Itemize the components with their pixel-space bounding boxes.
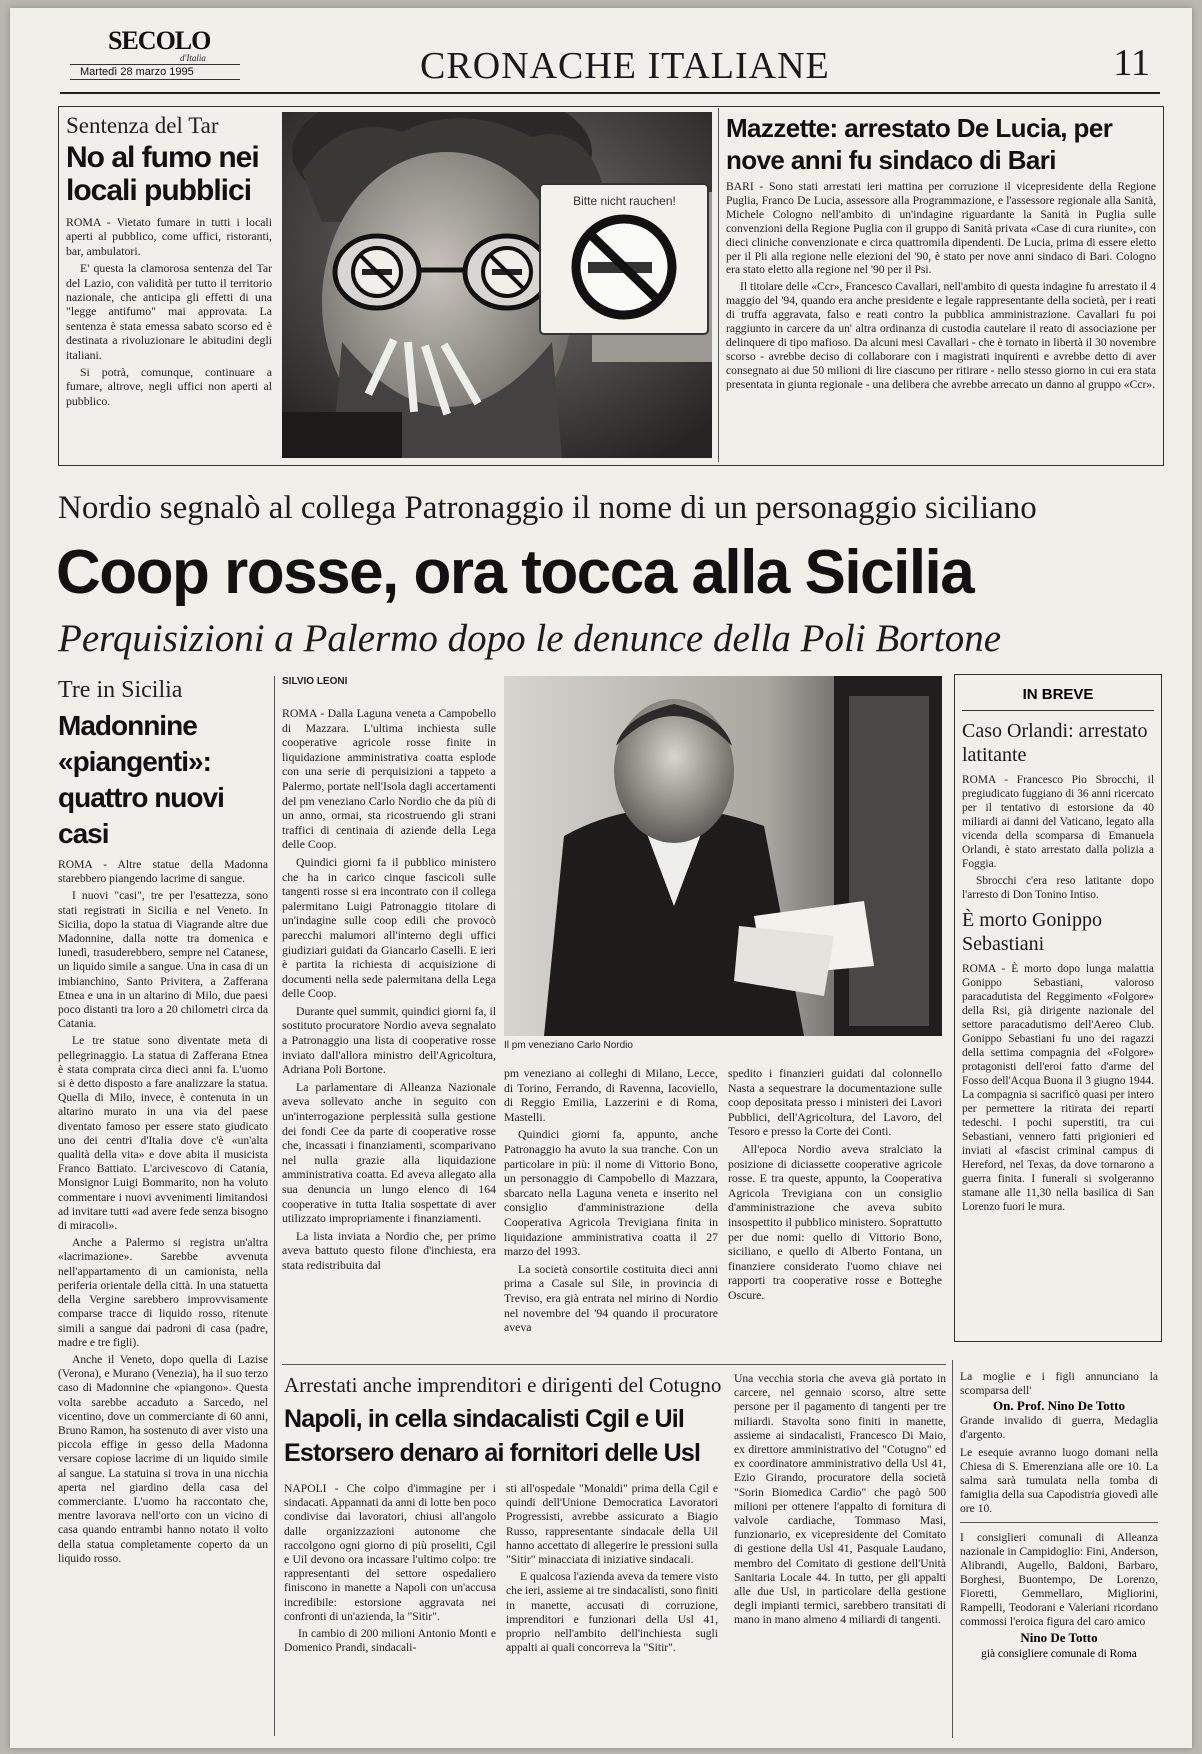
tar-paragraph: Si potrà, comunque, continuare a fumare, altrove, negli uffici non aperti al pubblico. <box>66 365 272 408</box>
madonnine-body <box>58 858 268 1566</box>
mazzette-body <box>726 180 1156 392</box>
mazzette-paragraph: BARI - Sono stati arrestati ieri mattina per corruzione il vicepresidente della Regione Puglia, Franco De Lucia, assessore alla Programmazione, e l'assessore regionale alla Sanità, Michele Cologno nell'ambito di un'indagine riguardante la Sanità in Puglia sulle convenzioni della Regione Puglia con il gruppo di Sanità privata «Case di cura riunite», con dieci cliniche convenzionate e circa quattromila dipendenti. De Lucia, prima di essere eletto per il Pli alla regione nelle elezioni del '90, è stato per nove anni sindaco di Bari. Cologno era stato eletto alla regione nel '90 per il Psi. <box>726 180 1156 277</box>
madonnine-headline: Madonnine «piangenti»: quattro nuovi casi <box>58 710 224 849</box>
tar-body <box>66 215 272 408</box>
madonnine-paragraph: ROMA - Altre statue della Madonna starebbero piangendo lacrime di sangue. <box>58 858 268 886</box>
obituary-text: Le esequie avranno luogo domani nella Chiesa di S. Emerenziana alle ore 10. La salma sarà tumulata nella tomba di famiglia della sua Capodistria giovedì alle ore 10. <box>960 1446 1158 1523</box>
masthead-logo <box>70 28 240 84</box>
tar-column <box>66 112 272 458</box>
tar-kicker: Sentenza del Tar <box>66 113 219 138</box>
main-col3 <box>728 1066 942 1356</box>
madonnine-paragraph: Anche il Veneto, dopo quella di Lazise (Verona), e Murano (Venezia), ha il suo terzo caso di Madonnine che «piangono». Questa volta sarebbe accaduto a Sarcedo, nel vicentino, dove un commerciante di 60 anni, Bruno Ramon, ha sostenuto di aver visto una piccola effige in gesso della Madonna versare copiose lacrime di un liquido simile al sangue. La statuina si trova in una nicchia aperta nel giardino della casa del commerciante. L'uomo ha raccontato che, mentre lavorava nell'orto con un vicino di casa quando entrambi hanno notato il volto della statua completamente coperto da un liquido rosso. <box>58 1352 268 1565</box>
napoli-col2 <box>506 1482 718 1740</box>
masthead-rule <box>60 92 1160 94</box>
obituary-intro: La moglie e i figli annunciano la scomparsa dell' <box>960 1370 1158 1397</box>
nordio-photo <box>504 676 942 1036</box>
main-paragraph: spedito i finanzieri guidati dal colonnello Nasta a sequestrare la documentazione sulle coop depositata presso i ministeri dei Lavori Pubblici, dell'Agricoltura, del Lavoro, del Tesoro e presso la Corte dei Conti. <box>728 1066 942 1139</box>
main-col1 <box>282 706 496 1356</box>
paper-name: SECOLO <box>108 28 211 55</box>
obituary-text: I consiglieri comunali di Alleanza nazionale in Campidoglio: Fini, Anderson, Alibrandi, Augello, Baldoni, Barbaro, Borghesi, Buontempo, De Lorenzo, Fioretti, Gemmellaro, Migliorini, Rampelli, Teodorani e Valeriani ricordano commossi l'eroica figura del caro amico <box>960 1531 1158 1628</box>
main-kicker: Nordio segnalò al collega Patronaggio il nome di un personaggio siciliano <box>58 490 1037 526</box>
page-number: 11 <box>1113 42 1150 84</box>
in-breve-headline: È morto Gonippo Sebastiani <box>962 909 1102 955</box>
no-smoking-icon <box>483 248 531 296</box>
mazzette-article <box>726 112 1156 460</box>
nordio-portrait <box>504 676 942 1036</box>
mazzette-paragraph: Il titolare delle «Ccr», Francesco Cavallari, nell'ambito di questa indagine fu arrestato il 4 maggio del '94, quando era anche presidente e legale rappresentante della società, per i reati di truffa aggravata, falso e reati contro la pubblica amministrazione. Cavallari fu poi raggiunto in carcere da un' altra ordinanza di custodia cautelare il reato di associazione per delinquere di tipo mafioso. Da alcuni mesi Cavallari - che è tornato in libertà il 30 novembre scorso - avrebbe deciso di collaborare con i magistrati inquirenti e avrebbe detto di aver consegnato ai due 50 milioni di lire ciascuno per ritirare - nello stesso giorno in cui era stata presentata in giunta regionale - una delibera che avrebbe arrecato un danno al gruppo «Ccr». <box>726 280 1156 391</box>
madonnine-paragraph: I nuovi "casi", tre per l'esattezza, sono stati registrati in Sicilia e nel Veneto. In Sicilia, dopo la statua di Viagrande altre due Madonnine, dalla notte tra domenica e lunedì, trasuderebbero, sempre nel Catanese, un liquido simile a sangue. Una in casa di un imbianchino, Santo Privitera, a Zafferana Etnea e una in un altarino di Milo, due paesi poco distanti tra loro a 20 chilometri circa da Catania. <box>58 889 268 1031</box>
napoli-paragraph: NAPOLI - Che colpo d'immagine per i sindacati. Appannati da anni di lotte ben poco condivise dai lavoratori, chiusi all'angolo dalle organizzazioni autonome che raccolgono ogni giorno di più proseliti, Cgil e Uil devono ora incassare l'ultimo colpo: tre rappresentanti del settore ospedaliero finiscono in manette a Napoli con un'accusa incredibile: estorsione aggravata nei confronti di un'azienda, la "Sitir". <box>284 1482 496 1623</box>
photo-sign-text: Bitte nicht rauchen! <box>573 194 676 208</box>
napoli-top-rule <box>282 1364 946 1365</box>
main-headline: Coop rosse, ora tocca alla Sicilia <box>56 538 974 607</box>
in-breve-title: IN BREVE <box>962 680 1154 711</box>
in-breve-body <box>962 962 1154 1214</box>
in-breve <box>962 680 1154 1336</box>
in-breve-paragraph: Sbrocchi c'era reso latitante dopo l'arresto di Don Tonino Intiso. <box>962 875 1154 901</box>
newspaper-page <box>10 8 1192 1748</box>
in-breve-headline: Caso Orlandi: arrestato latitante <box>962 720 1148 766</box>
main-col2 <box>504 1066 718 1356</box>
tar-paragraph: ROMA - Vietato fumare in tutti i locali aperti al pubblico, come uffici, ristoranti, bar, ambulatori. <box>66 215 272 258</box>
in-breve-paragraph: ROMA - Francesco Pio Sbrocchi, il pregiudicato fuggiano di 36 anni ricercato per il tentativo di estorsione da 40 miliardi ai danni del Vaticano, legato alla vicenda della scomparsa di Emanuela Orlandi, è stato arrestato dalla polizia a Foggia. <box>962 774 1154 870</box>
in-breve-body <box>962 773 1154 902</box>
tar-photo <box>282 112 712 458</box>
main-paragraph: pm veneziano ai colleghi di Milano, Lecce, di Torino, Ferrando, di Ravenna, Iacoviello, di Reggio Emilia, Lazzerini e di Roma, Mastelli. <box>504 1066 718 1124</box>
napoli-col1 <box>284 1482 496 1740</box>
main-paragraph: ROMA - Dalla Laguna veneta a Campobello di Mazzara. L'ultima inchiesta sulle cooperative agricole rosse finite in liquidazione amministrativa coatta esplode con una serie di perquisizioni a tappeto a Palermo, portate nell'Isola dagli accertamenti del pm veneziano Carlo Nordio che da più di un anno, ormai, sta ricostruendo gli strani traffici di centinaia di aziende della Lega delle Coop. <box>282 706 496 852</box>
tar-divider <box>718 108 719 462</box>
madonnine-paragraph: Anche a Palermo si registra un'altra «lacrimazione». Sarebbe avvenuta nell'appartamento di un camionista, nella periferia orientale della città. In una statuetta della Vergine sarebbero improvvisamente comparse tracce di liquido rosso, ritenute simili a sangue dai padroni di casa (padre, madre e tre figli). <box>58 1236 268 1349</box>
nordio-photo-caption: Il pm veneziano Carlo Nordio <box>504 1040 633 1051</box>
napoli-paragraph: In cambio di 200 milioni Antonio Monti e Domenico Prandi, sindacali- <box>284 1627 496 1655</box>
byline: SILVIO LEONI <box>282 676 348 687</box>
obituary-sign: Nino De Totto <box>1020 1630 1098 1645</box>
obituary-sign-sub: già consigliere comunale di Roma <box>981 1648 1137 1660</box>
section-title: CRONACHE ITALIANE <box>420 45 830 87</box>
obituary-text: Grande invalido di guerra, Medaglia d'argento. <box>960 1414 1158 1441</box>
necro-divider <box>952 1360 953 1738</box>
obituary-name: On. Prof. Nino De Totto <box>993 1398 1125 1413</box>
obituary <box>960 1370 1158 1740</box>
main-paragraph: All'epoca Nordio aveva stralciato la posizione di diciassette cooperative agricole rosse. E tra queste, appunto, la Cooperativa Agricola Trevigiana con un consiglio d'amministrazione che aveva subito insospettito il pubblico ministero. Soprattutto per due nomi: quello di Vittorio Bono, siciliano, e quello di Alberto Fontana, un finanziere considerato l'uomo chiave nei rapporti tra cooperative rosse e Botteghe Oscure. <box>728 1141 942 1302</box>
tar-headline: No al fumo nei locali pubblici <box>66 141 259 207</box>
madonnine-paragraph: Le tre statue sono diventate meta di pellegrinaggio. La statua di Zafferana Etnea è stata comprata circa dieci anni fa. L'uomo si è detto disposto a fare analizzare la statua. Quella di Milo, invece, è contenuta in un altarino murato in una via del paese diventato famoso per essere stato giudicato uno dei centri d'Italia dove c'è «un'alta qualità della vita» e dove abita il musicista Franco Battiato. L'arcivescovo di Catania, Monsignor Luigi Bommarito, non ha voluto commentare i nuovi avvenimenti limitandosi ad invitare tutti «ad avere fede senza bisogno di miracoli». <box>58 1034 268 1233</box>
mazzette-headline: Mazzette: arrestato De Lucia, per nove anni fu sindaco di Bari <box>726 113 1113 175</box>
napoli-paragraph: sti all'ospedale "Monaldi" prima della Cgil e quindi dell'Unione Democratica Lavoratori Progressisti, avrebbe assicurato a Biagio Russo, rappresentante sindacale della Uil hanno accettato di allegerire le pressioni sulla "Sitir" minacciata di iniziative sindacali. <box>506 1482 718 1567</box>
napoli-kicker: Arrestati anche imprenditori e dirigenti del Cotugno <box>284 1373 722 1397</box>
main-subhead: Perquisizioni a Palermo dopo le denunce della Poli Bortone <box>58 617 1002 660</box>
column-divider <box>274 676 275 1736</box>
napoli-paragraph: E qualcosa l'azienda aveva da temere visto che ieri, assieme ai tre sindacalisti, sono finiti in manette, accusati di corruzione, imprenditori e funzionari della Usl 41, proprio nell'ambito dell'inchiesta sugli appalti ai quali concorreva la "Sitir". <box>506 1570 718 1655</box>
main-paragraph: La parlamentare di Alleanza Nazionale aveva sollevato anche in seguito con un'interrogazione perplessità sulla gestione dei fondi Cee da parte di cooperative rosse che, incassati i finanziamenti, scomparivano nel nulla grazie alla liquidazione amministrativa coatta. Ed aveva allegato alla sua denuncia un lungo elenco di 164 cooperative in tutta Italia sospettate di aver utilizzato impropriamente i finanziamenti. <box>282 1079 496 1226</box>
napoli-headline: Napoli, in cella sindacalisti Cgil e Uil <box>284 1405 685 1433</box>
paper-sub: d'Italia <box>180 53 206 63</box>
madonnine-kicker: Tre in Sicilia <box>58 677 183 703</box>
napoli-paragraph: Una vecchia storia che aveva già portato in carcere, nel gennaio scorso, altre sette persone per il pagamento di tangenti per tre miliardi. Stavolta sono finiti in manette, assieme ai sindacalisti, Francesco Di Maio, ex direttore amministrativo del "Cotugno" ed ex coordinatore amministrativo della Usl 41, Ezio Girando, procuratore della società "Sorin Biomedica Cardio" che pagò 500 milioni per ottenere l'appalto di fornitura di valvole cardiache, Tommaso Masi, funzionario, ex vicepresidente del Comitato di gestione della Usl 41, Pasquale Laudano, membro del Comitato di gestione dell'Unità Sanitaria Locale 44. In tutto, per gli appalti alle due Usl, in particolare della gestione degli impianti termici, sarebbero transitati di mano in mano almeno 4 miliardi di tangenti. <box>734 1372 946 1627</box>
napoli-col3 <box>734 1372 946 1740</box>
in-breve-paragraph: ROMA - È morto dopo lunga malattia Gonippo Sebastiani, valoroso paracadutista del Reggimento «Folgore» della Rsi, già dirigente nazionale del settore paracadutismo dell'Aereo Club. Gonippo Sebastiani fu uno dei ragazzi della settima compagnia del «Folgore» protagonisti dell'eroi fatto d'arme del Fosso dell'Acqua Buona il 3 giugno 1944. La compagnia si sacrificò quasi per intero per permettere la ritirata dei reparti tedeschi. I pochi superstiti, tra cui Sebastiani, vennero fatti prigionieri ed inviati al «fascist criminal campus di Hereford, nel Texas, da dove tornarono a guerra finita. I funerali si svolgeranno stamane alle 11,30 nella basilica di San Lorenzo fuori le mura. <box>962 963 1154 1213</box>
smoker-illustration <box>282 112 712 458</box>
main-paragraph: Quindici giorni fa, appunto, anche Patronaggio ha avuto la sua tranche. Con un particolare in più: il nome di Vittorio Bono, un personaggio di Campobello di Mazzara, sbarcato nella Laguna veneta e inserito nel consiglio d'amministrazione della Cooperativa Agricola Trevigiana finita in liquidazione amministrativa coatta il 27 marzo del 1993. <box>504 1127 718 1259</box>
main-paragraph: La società consortile costituita dieci anni prima a Casale sul Sile, in provincia di Treviso, era già entrata nel mirino di Nordio nel novembre del '94 quando il procuratore aveva <box>504 1261 718 1335</box>
main-paragraph: Durante quel summit, quindici giorni fa, il sostituto procuratore Nordio aveva segnalato a Patronaggio una lista di cooperative rosse inviato dall'allora ministro dell'Agricoltura, Adriana Poli Bortone. <box>282 1003 496 1077</box>
tar-paragraph: E' questa la clamorosa sentenza del Tar del Lazio, con validità per tutto il territorio nazionale, che anticipa gli effetti di una "legge antifumo" mai approvata. La sentenza è stata emessa sabato scorso ed è destinata a rivoluzionare le abitudini degli italiani. <box>66 261 272 362</box>
main-paragraph: Quindici giorni fa il pubblico ministero che ha in carico cinque fascicoli sulle tangenti rosse si era incontrato con il collega palermitano Luigi Patronaggio titolare di un'indagine sulle coop edili che provocò parecchi malumori all'interno degli uffici giudiziari guidati da Giancarlo Caselli. E ieri è partita la richiesta di acquisizione di documenti nella sede palermitana della Lega delle Coop. <box>282 854 496 1001</box>
no-smoking-icon <box>353 248 401 296</box>
madonnine-article <box>58 676 268 1738</box>
napoli-headline: Estorsero denaro ai fornitori delle Usl <box>284 1439 701 1467</box>
issue-date: Martedì 28 marzo 1995 <box>70 64 240 80</box>
main-paragraph: La lista inviata a Nordio che, per primo aveva battuto questo filone d'inchiesta, era stata redistribuita dal <box>282 1228 496 1272</box>
